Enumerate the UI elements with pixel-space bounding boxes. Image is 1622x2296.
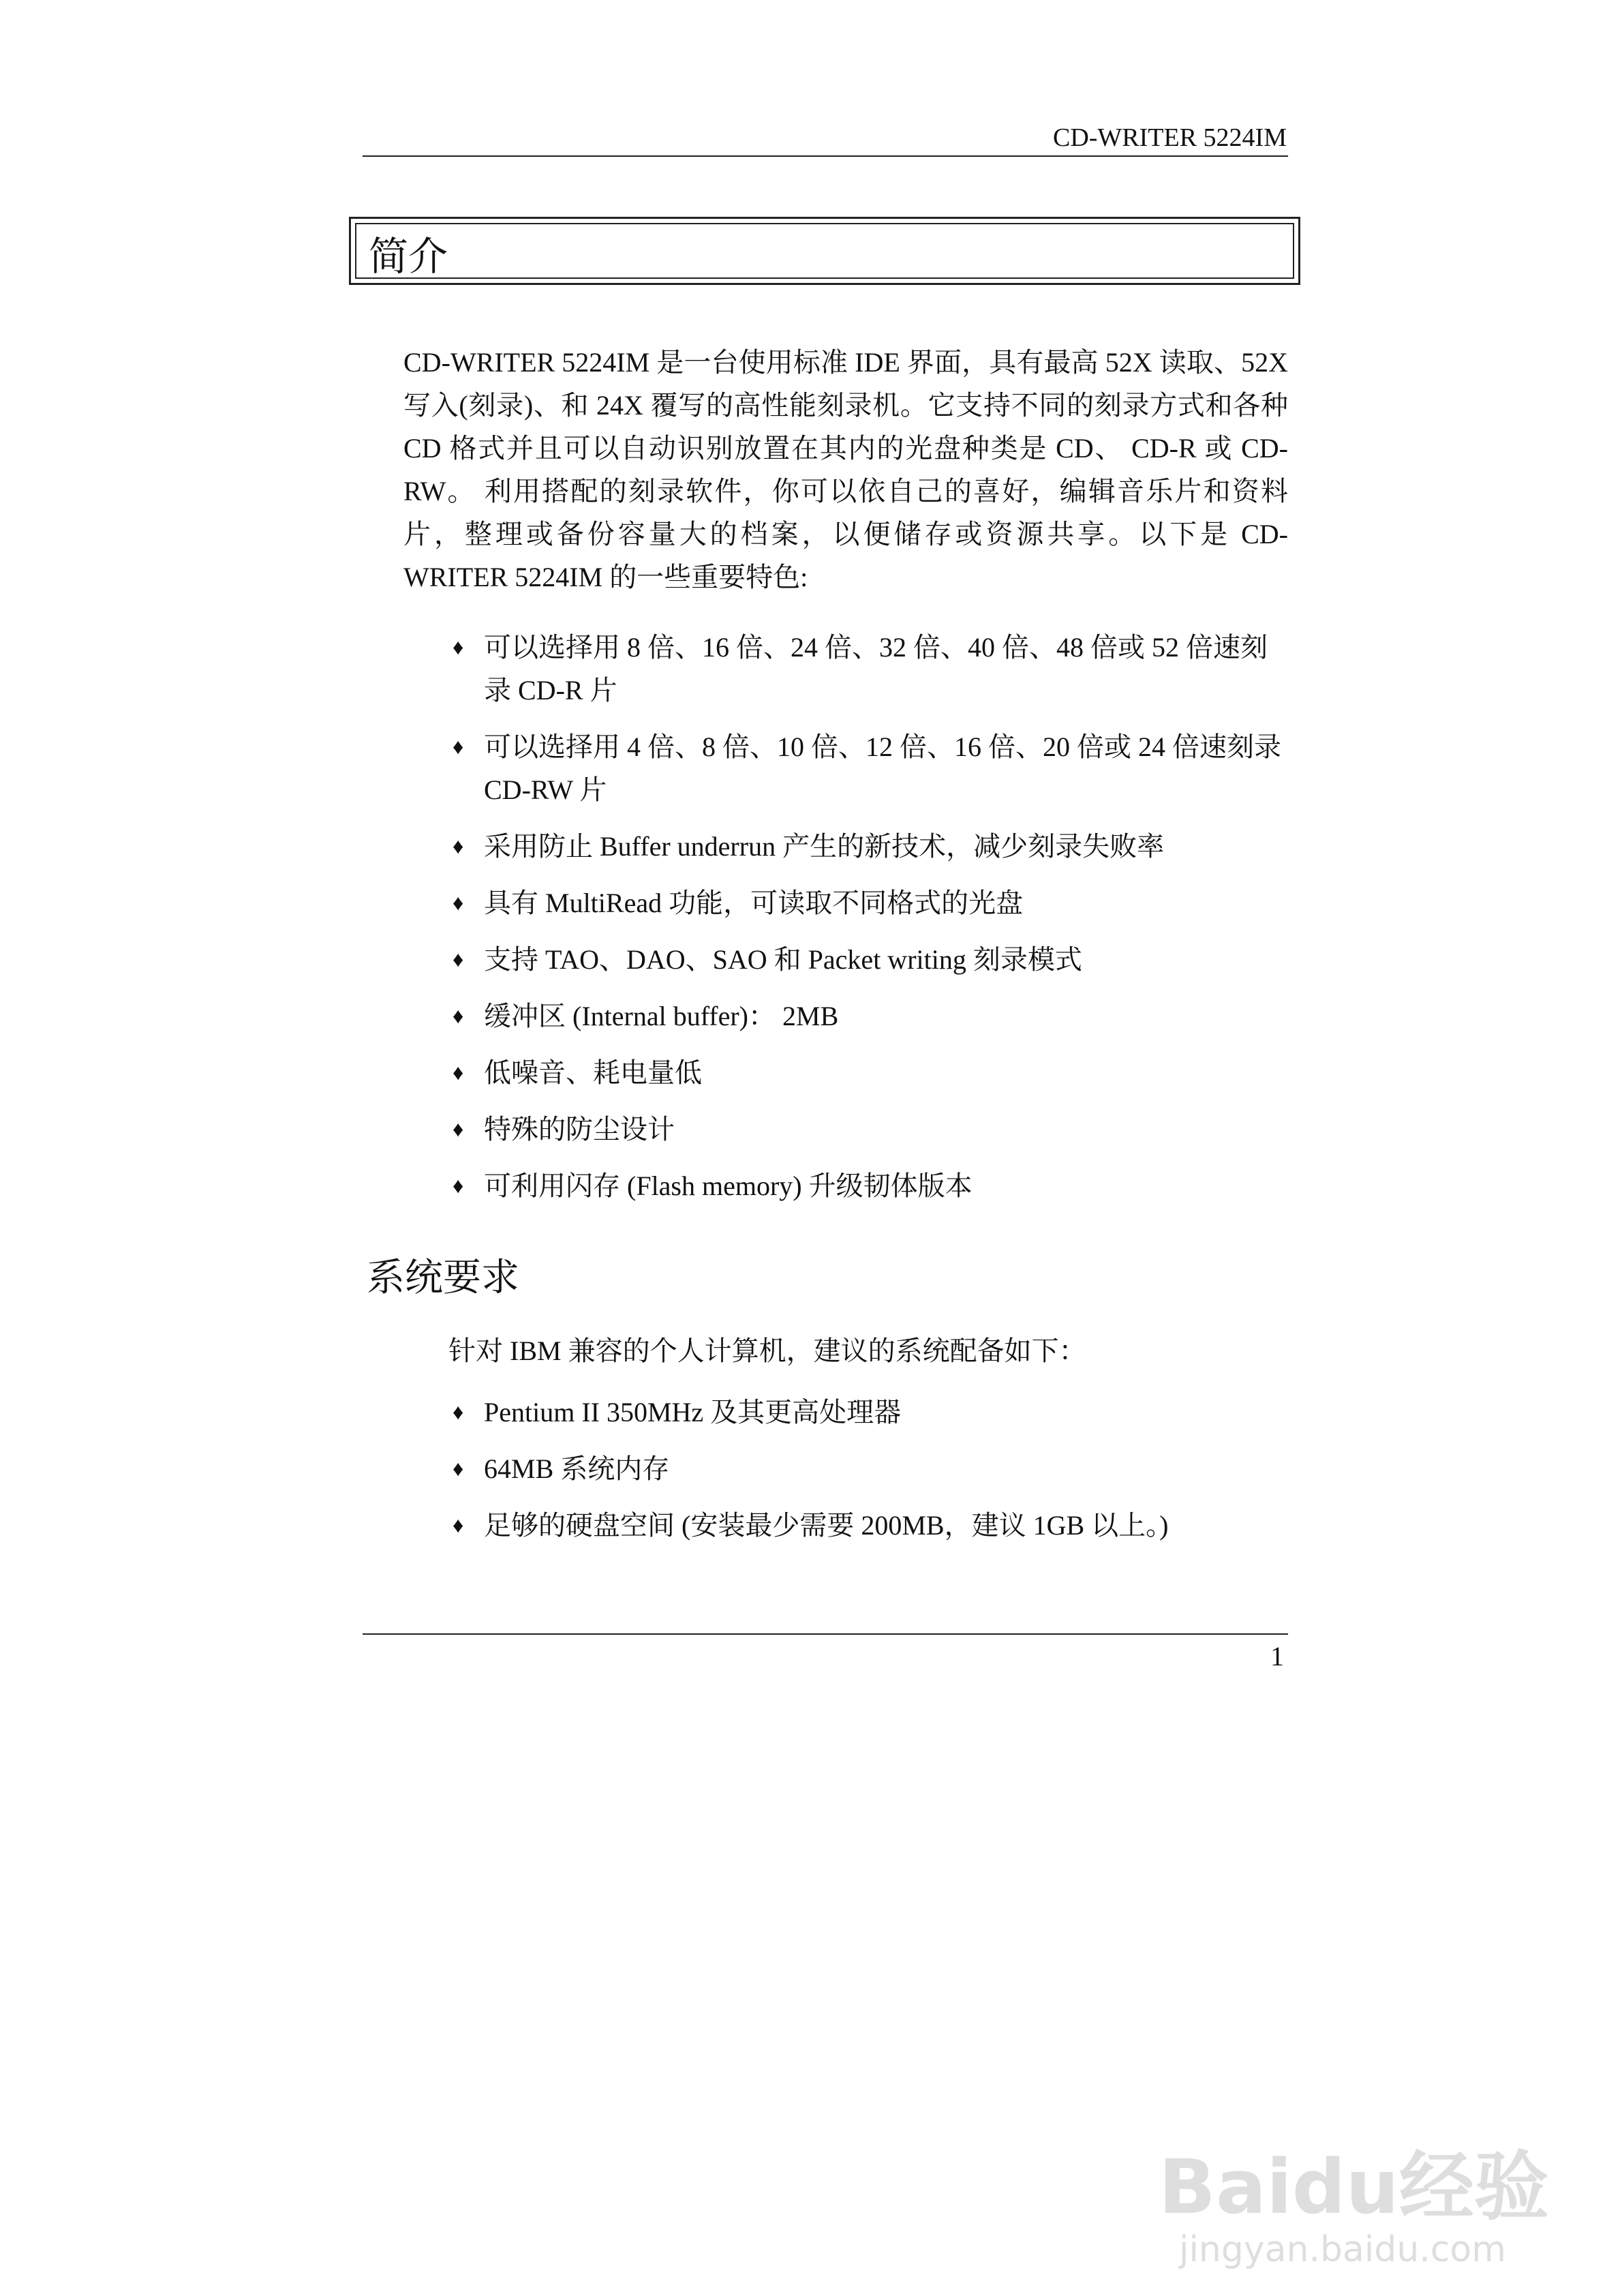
footer-rule: [363, 1633, 1288, 1635]
list-item: [403, 626, 1288, 712]
bullet-icon: ♦: [453, 1117, 464, 1141]
feature-text: 支持 TAO、DAO、SAO 和 Packet writing 刻录模式: [484, 944, 1082, 975]
watermark-url: jingyan.baidu.com: [1179, 2229, 1506, 2270]
bullet-icon: ♦: [453, 1513, 464, 1537]
bullet-icon: ♦: [453, 1456, 464, 1481]
watermark: [1159, 2127, 1608, 2284]
list-item: [403, 995, 1288, 1038]
list-item: [403, 938, 1288, 981]
list-item: [403, 825, 1288, 868]
bullet-icon: ♦: [453, 1003, 464, 1028]
feature-list: [403, 626, 1288, 1221]
bullet-icon: ♦: [453, 1400, 464, 1424]
list-item: [403, 1051, 1288, 1094]
feature-text: 低噪音、耗电量低: [484, 1057, 702, 1088]
requirements-list: [403, 1391, 1288, 1560]
feature-text: 可以选择用 4 倍、8 倍、10 倍、12 倍、16 倍、20 倍或 24 倍速刻录 CD-RW 片: [484, 731, 1281, 805]
list-item: [403, 725, 1288, 811]
requirement-text: 足够的硬盘空间 (安装最少需要 200MB，建议 1GB 以上。): [484, 1510, 1169, 1541]
header-rule: [363, 155, 1288, 157]
bullet-icon: ♦: [453, 947, 464, 971]
bullet-icon: ♦: [453, 834, 464, 858]
requirement-text: 64MB 系统内存: [484, 1453, 670, 1484]
section-title-box: [349, 217, 1300, 285]
intro-paragraph: CD-WRITER 5224IM 是一台使用标准 IDE 界面，具有最高 52X 读取、52X 写入(刻录)、和 24X 覆写的高性能刻录机。它支持不同的刻录方式和各种 CD 格式并且可以自动识别放置在其内的光盘种类是 CD、 CD-R 或 CD-RW。 利用搭配的刻录软件，你可以依自己的喜好，编辑音乐片和资料片，整理或备份容量大的档案，以便储存或资源共享。以下是 CD-WRITER 5224IM 的一些重要特色:: [403, 347, 1288, 592]
page-number: 1: [1270, 1641, 1284, 1672]
list-item: [403, 1447, 1288, 1490]
bullet-icon: ♦: [453, 1173, 464, 1198]
list-item: [403, 1108, 1288, 1151]
bullet-icon: ♦: [453, 734, 464, 759]
header-title: CD-WRITER 5224IM: [1052, 123, 1287, 152]
watermark-logo: Baidu经验: [1159, 2143, 1549, 2231]
list-item: [403, 1164, 1288, 1207]
requirement-text: Pentium II 350MHz 及其更高处理器: [484, 1397, 902, 1428]
feature-text: 缓冲区 (Internal buffer)： 2MB: [484, 1001, 839, 1031]
feature-text: 特殊的防尘设计: [484, 1114, 675, 1145]
bullet-icon: ♦: [453, 635, 464, 659]
section-title-box-inner: [355, 223, 1294, 279]
requirements-intro: 针对 IBM 兼容的个人计算机，建议的系统配备如下：: [448, 1335, 1086, 1366]
list-item: [403, 881, 1288, 924]
list-item: [403, 1391, 1288, 1434]
list-item: [403, 1504, 1288, 1547]
section-title: 简介: [369, 233, 448, 280]
feature-text: 采用防止 Buffer underrun 产生的新技术，减少刻录失败率: [484, 831, 1165, 862]
requirements-heading: 系统要求: [367, 1256, 519, 1300]
feature-text: 具有 MultiRead 功能，可读取不同格式的光盘: [484, 888, 1024, 918]
bullet-icon: ♦: [453, 890, 464, 915]
feature-text: 可以选择用 8 倍、16 倍、24 倍、32 倍、40 倍、48 倍或 52 倍速刻录 CD-R 片: [484, 632, 1268, 706]
feature-text: 可利用闪存 (Flash memory) 升级韧体版本: [484, 1170, 973, 1201]
bullet-icon: ♦: [453, 1060, 464, 1085]
